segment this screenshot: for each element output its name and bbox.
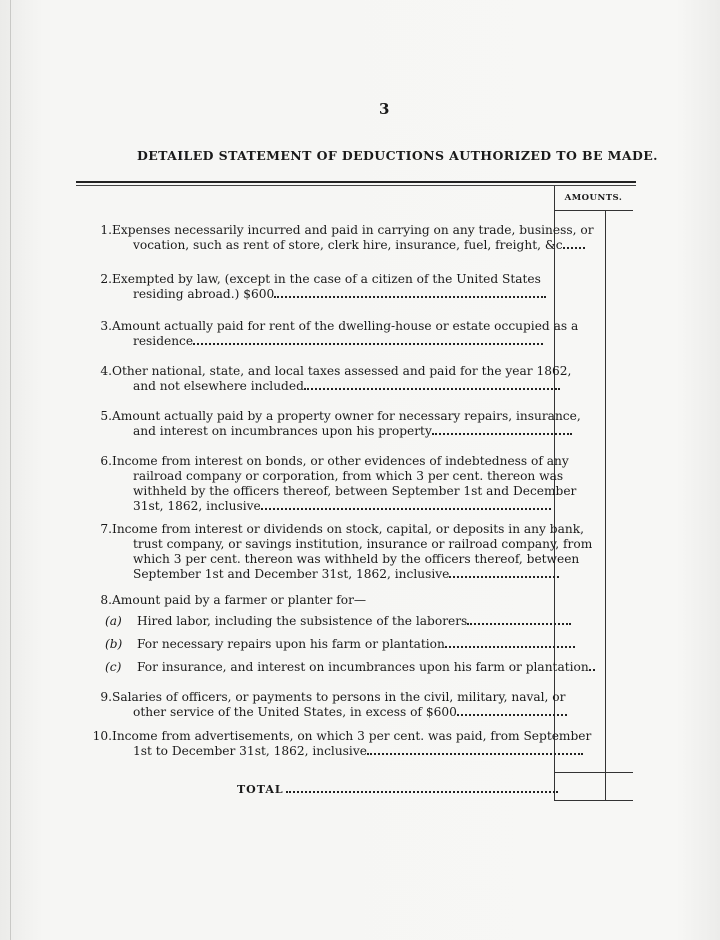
item-number: 4. (100, 364, 112, 378)
leader-dots (286, 783, 558, 793)
item-line: Amount actually paid by a property owner for necessary repairs, insurance, (112, 409, 581, 423)
item-line: 1st to December 31st, 1862, inclusive (133, 744, 367, 758)
sub-item-label: (c) (105, 660, 122, 674)
item-line: Expenses necessarily incurred and paid in carrying on any trade, business, or (112, 223, 594, 237)
total-amount-divider (605, 772, 606, 800)
leader-dots (304, 380, 560, 390)
item-line: Amount paid by a farmer or planter for— (112, 593, 367, 607)
leader-dots (261, 500, 551, 510)
leader-dots (445, 638, 575, 648)
item-line: Income from advertisements, on which 3 per cent. was paid, from September (112, 729, 592, 743)
item-number: 1. (100, 223, 112, 237)
item-line: withheld by the officers thereof, between September 1st and December (133, 484, 577, 498)
total-row (237, 783, 558, 796)
item-line: railroad company or corporation, from which 3 per cent. thereon was (133, 469, 564, 483)
item-line: residing abroad.) $600 (133, 287, 275, 301)
sub-item-c (105, 660, 589, 675)
page-number: 3 (379, 100, 390, 118)
sub-item-b (105, 637, 548, 652)
leader-dots (467, 615, 571, 625)
page-title: DETAILED STATEMENT OF DEDUCTIONS AUTHORIZED TO BE MADE. (137, 148, 658, 163)
sub-item-text: For necessary repairs upon his farm or plantation (137, 637, 445, 651)
leader-dots (449, 568, 559, 578)
leader-dots (432, 425, 572, 435)
item-line: vocation, such as rent of store, clerk hire, insurance, fuel, freight, &c (133, 238, 563, 252)
leader-dots (563, 239, 585, 249)
amounts-header: AMOUNTS. (554, 186, 633, 211)
item-number: 9. (100, 690, 112, 704)
item-number: 2. (100, 272, 112, 286)
page-edge (10, 0, 11, 940)
amounts-divider (605, 210, 606, 772)
item-line: Other national, state, and local taxes assessed and paid for the year 1862, (112, 364, 572, 378)
total-rule-top (554, 772, 633, 773)
item-line: Exempted by law, (except in the case of a citizen of the United States (112, 272, 541, 286)
item-line: other service of the United States, in excess of $600 (133, 705, 457, 719)
item-line: and interest on incumbrances upon his property (133, 424, 432, 438)
item-number: 5. (100, 409, 112, 423)
leader-dots (193, 335, 543, 345)
item-line: Income from interest on bonds, or other evidences of indebtedness of any (112, 454, 569, 468)
sub-item-a (105, 614, 548, 629)
total-label: TOTAL (237, 783, 284, 796)
item-line: residence (133, 334, 194, 348)
item-number: 8. (100, 593, 112, 607)
leader-dots (274, 288, 546, 298)
sub-item-label: (b) (105, 637, 123, 651)
sub-item-label: (a) (105, 614, 122, 628)
item-line: which 3 per cent. thereon was withheld by the officers thereof, between (133, 552, 580, 566)
item-line: and not elsewhere included (133, 379, 304, 393)
item-number: 3. (100, 319, 112, 333)
sub-item-text: For insurance, and interest on incumbrances upon his farm or plantation (137, 660, 589, 674)
item-line: Salaries of officers, or payments to persons in the civil, military, naval, or (112, 690, 566, 704)
double-rule-thin (76, 185, 636, 186)
item-line: Income from interest or dividends on stock, capital, or deposits in any bank, (112, 522, 584, 536)
leader-dots (457, 706, 567, 716)
item-number: 10. (92, 729, 112, 743)
item-number: 6. (100, 454, 112, 468)
item-number: 7. (100, 522, 112, 536)
leader-dots (589, 661, 595, 671)
double-rule (76, 181, 636, 183)
item-line: 31st, 1862, inclusive (133, 499, 261, 513)
item-line: Amount actually paid for rent of the dwelling-house or estate occupied as a (112, 319, 579, 333)
item-line: September 1st and December 31st, 1862, inclusive (133, 567, 450, 581)
sub-item-text: Hired labor, including the subsistence of the laborers (137, 614, 468, 628)
item-line: trust company, or savings institution, insurance or railroad company, from (133, 537, 593, 551)
leader-dots (367, 745, 583, 755)
total-rule-bottom (554, 800, 633, 801)
